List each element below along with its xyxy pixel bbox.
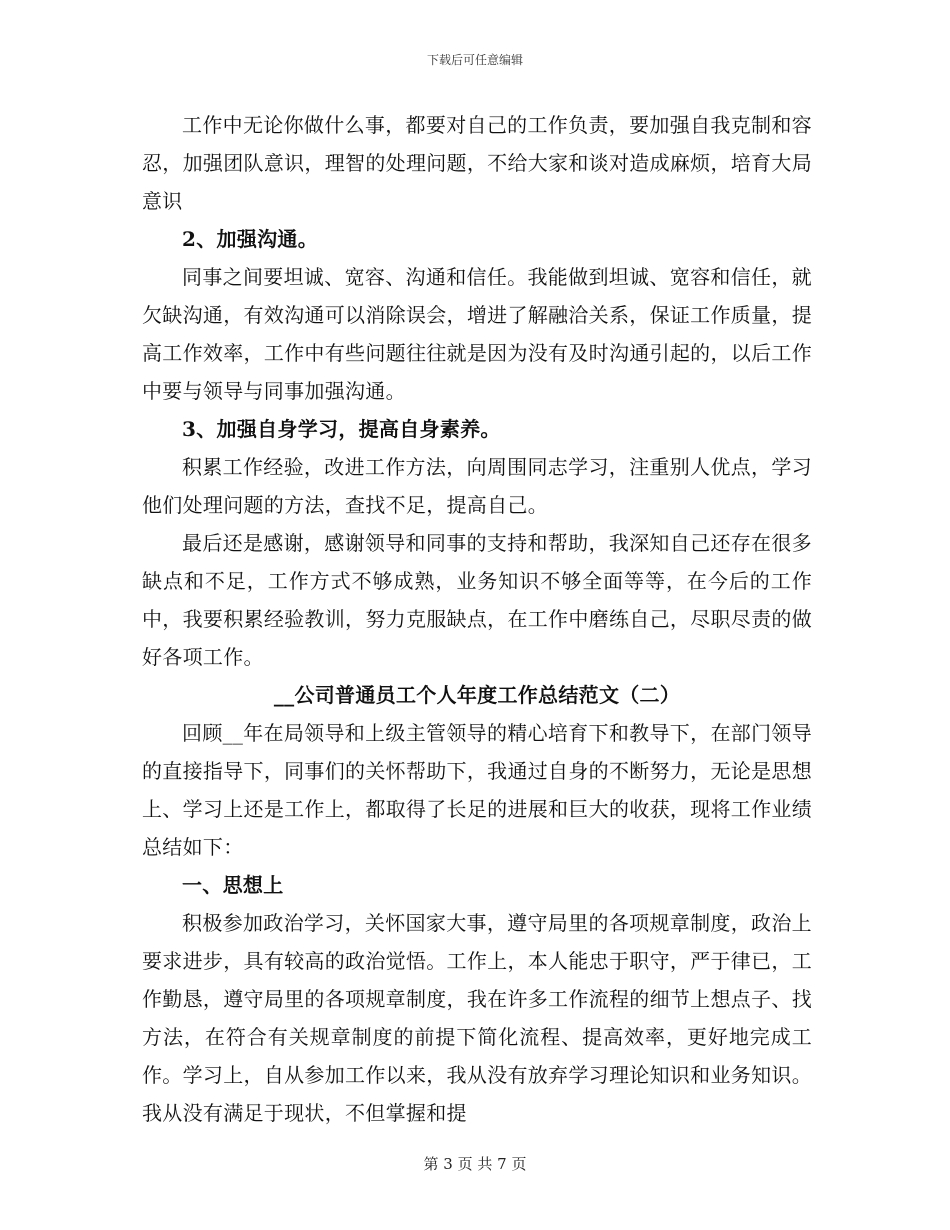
heading-self-study: 3、加强自身学习，提高自身素养。 — [182, 417, 501, 441]
paragraph-closing-thanks: 最后还是感谢，感谢领导和同事的支持和帮助，我深知自己还存在很多缺点和不足，工作方式不够成熟，业务知识不够全面等等，在今后的工作中，我要积累经验教训，努力克服缺点，在工作中磨练自己，尽职尽责的做好各项工作。 — [142, 531, 812, 669]
heading-ideology: 一、思想上 — [182, 873, 284, 897]
section-title: __公司普通员工个人年度工作总结范文（二） — [273, 683, 681, 707]
page-header: 下载后可任意编辑 — [426, 53, 523, 67]
paragraph-responsibility: 工作中无论你做什么事，都要对自己的工作负责，要加强自我克制和容忍，加强团队意识，理智的处理问题，不给大家和谈对造成麻烦，培育大局意识 — [142, 113, 812, 213]
page-footer: 第 3 页 共 7 页 — [423, 1155, 527, 1173]
paragraph-review: 回顾__年在局领导和上级主管领导的精心培育下和教导下，在部门领导的直接指导下，同事们的关怀帮助下，我通过自身的不断努力，无论是思想上、学习上还是工作上，都取得了长足的进展和巨大的收获，现将工作业绩总结如下： — [142, 721, 812, 859]
heading-communication: 2、加强沟通。 — [182, 227, 319, 251]
paragraph-communication: 同事之间要坦诚、宽容、沟通和信任。我能做到坦诚、宽容和信任，就欠缺沟通，有效沟通可以消除误会，增进了解融洽关系，保证工作质量，提高工作效率，工作中有些问题往往就是因为没有及时沟通引起的，以后工作中要与领导与同事加强沟通。 — [142, 265, 812, 403]
paragraph-self-study: 积累工作经验，改进工作方法，向周围同志学习，注重别人优点，学习他们处理问题的方法，查找不足，提高自己。 — [142, 455, 812, 517]
document-body — [142, 106, 812, 1132]
paragraph-ideology: 积极参加政治学习，关怀国家大事，遵守局里的各项规章制度，政治上要求进步，具有较高的政治觉悟。工作上，本人能忠于职守，严于律已，工作勤恳，遵守局里的各项规章制度，我在许多工作流程的细节上想点子、找方法，在符合有关规章制度的前提下简化流程、提高效率，更好地完成工作。学习上，自从参加工作以来，我从没有放弃学习理论知识和业务知识。我从没有满足于现状，不但掌握和提 — [142, 911, 812, 1125]
